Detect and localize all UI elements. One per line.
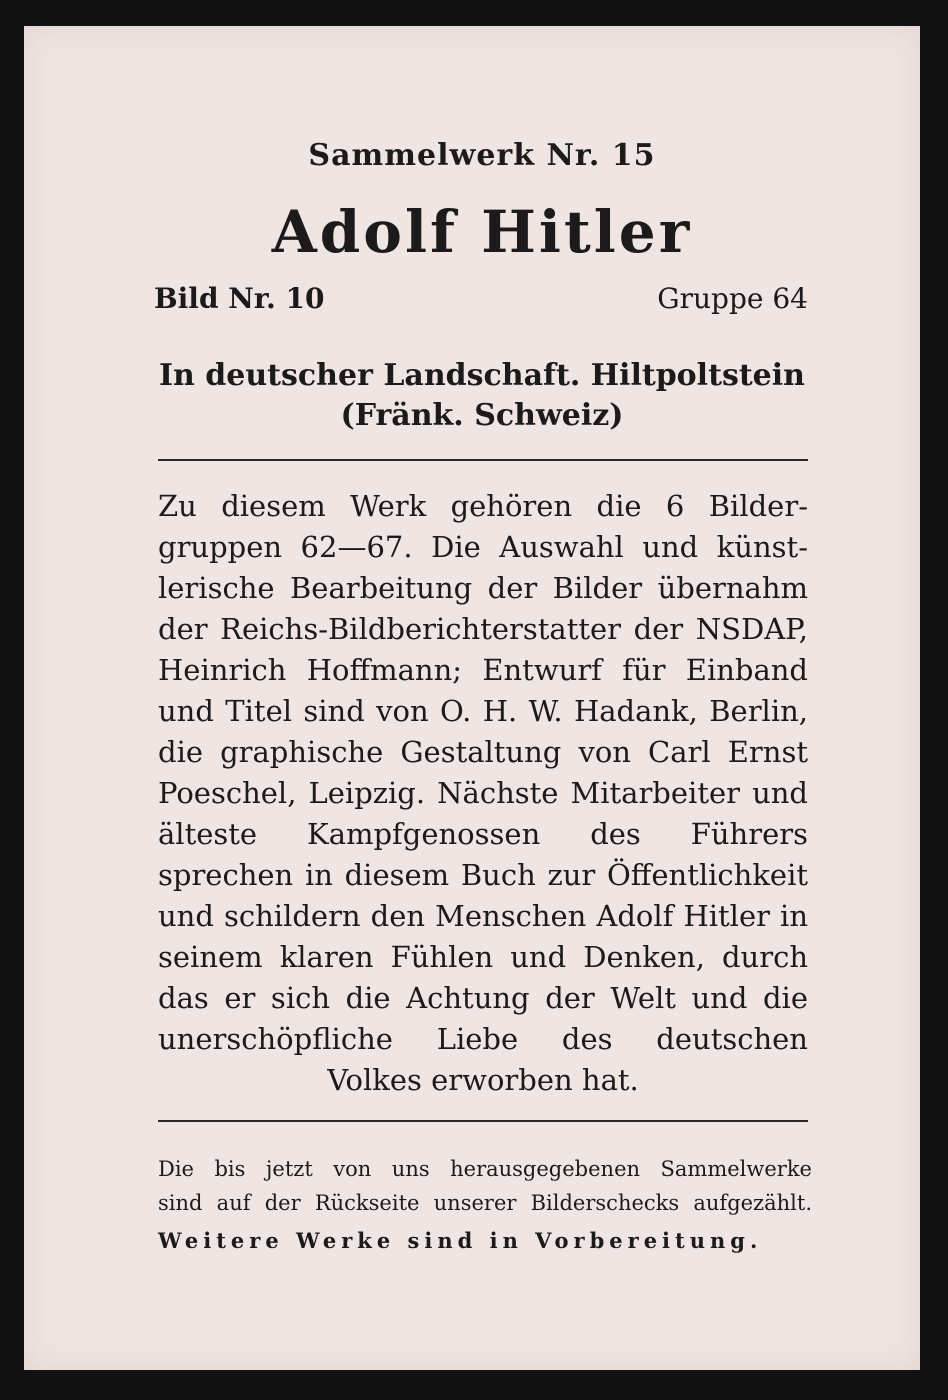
description-paragraph: Zu diesem Werk gehören die 6 Bildergruppen 62—67. Die Auswahl und künstlerische Bearbeitung der Bilder übernahm der Reichs-Bildberichterstatter der NSDAP, Heinrich Hoffmann; Entwurf für Einband und Titel sind von O. H. W. Hadank, Berlin, die graphische Gestaltung von Carl Ernst Poeschel, Leipzig. Nächste Mitarbeiter und älteste Kampfgenossen des Führers sprechen in diesem Buch zur Öffentlichkeit und schildern den Menschen Adolf Hitler in seinem klaren Fühlen und Denken, durch das er sich die Achtung der Welt und die unerschöpfliche Liebe des deutschen Volkes erworben hat. (158, 489, 808, 1097)
footer-line-2: sind auf der Rückseite unserer Bilderschecks aufgezählt. (158, 1191, 812, 1215)
footer-note (158, 1152, 812, 1258)
image-caption (24, 356, 940, 436)
image-number: Bild Nr. 10 (154, 282, 325, 315)
footer-line-3: Weitere Werke sind in Vorbereitung. (158, 1228, 763, 1253)
divider-bottom (158, 1120, 808, 1122)
divider-top (158, 459, 808, 461)
footer-line-1: Die bis jetzt von uns herausgegebenen Sammelwerke (158, 1157, 812, 1181)
caption-line-1: In deutscher Landschaft. Hiltpoltstein (159, 358, 805, 393)
group-number: Gruppe 64 (657, 282, 808, 315)
collector-card-back (24, 26, 920, 1370)
card-title: Adolf Hitler (271, 198, 693, 266)
series-heading: Sammelwerk Nr. 15 (308, 138, 656, 173)
caption-line-2: (Fränk. Schweiz) (340, 398, 624, 433)
